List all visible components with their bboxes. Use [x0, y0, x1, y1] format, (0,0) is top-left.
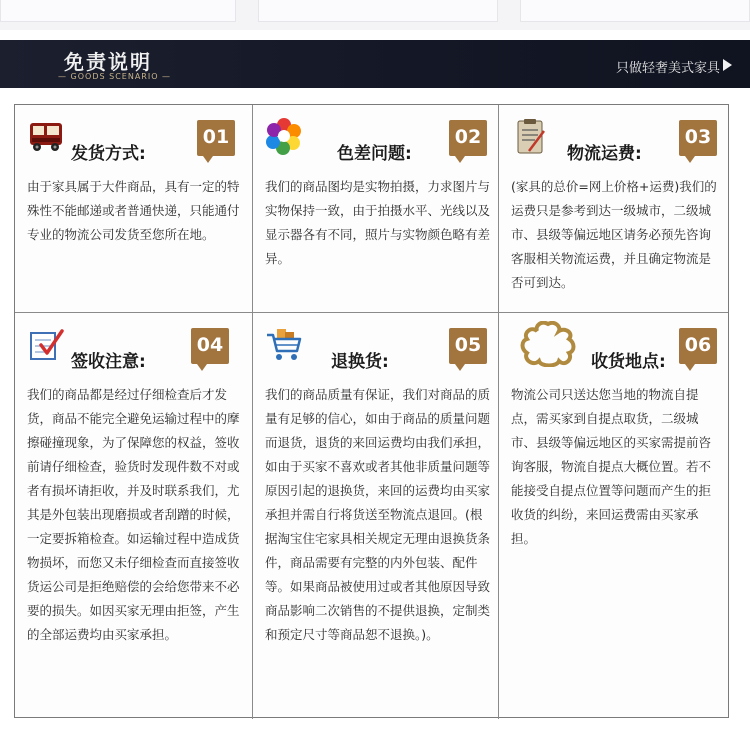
card-freight [499, 105, 728, 313]
card-returns [253, 313, 499, 719]
play-arrow-icon[interactable] [723, 59, 732, 71]
card-number-badge: 02 [449, 120, 487, 156]
card-body: 我们的商品质量有保证，我们对商品的质量有足够的信心，如由于商品的质量问题而退货，退货的来回运费均由我们承担，如由于买家不喜欢或者其他非质量问题等原因引起的退换货，来回的运费均由买家承担并需自行将货送至物流点退回。(根据淘宝住宅家具相关规定无理由退换货条件，商品需要有完整的内外包装、配件等。如果商品被使用过或者其他原因导致商品影响二次销售的不提供退换，定制类和预定尺寸等商品恕不退换。)。 [265, 387, 491, 642]
card-body: 我们的商品图均是实物拍摄，力求图片与实物保持一致，由于拍摄水平、光线以及显示器各有不同，照片与实物颜色略有差异。 [265, 179, 491, 266]
shopping-cart-icon [265, 325, 303, 363]
top-box [520, 0, 750, 22]
top-strip [0, 0, 750, 30]
card-body: 物流公司只送达您当地的物流自提点，需买家到自提点取货，二级城市、县级等偏远地区的买家需提前咨询客服，物流自提点大概位置。若不能接受自提点位置等问题而产生的拒收货的纠纷，来回运费需由买家承担。 [511, 387, 712, 546]
card-delivery-location [499, 313, 728, 719]
banner-subtitle: — GOODS SCENARIO — [58, 72, 172, 81]
card-body: 由于家具属于大件商品，具有一定的特殊性不能邮递或者普通快递，只能通付专业的物流公司发货至您所在地。 [27, 179, 240, 242]
clipboard-icon [511, 117, 549, 155]
top-box [258, 0, 498, 22]
card-title: 发货方式: [71, 144, 146, 164]
card-number-badge: 06 [679, 328, 717, 364]
card-title: 收货地点: [591, 352, 666, 372]
header-banner [0, 40, 750, 88]
card-number-badge: 05 [449, 328, 487, 364]
card-signing [15, 313, 253, 719]
card-color-difference [253, 105, 499, 313]
top-box [0, 0, 236, 22]
disclaimer-grid [14, 104, 729, 718]
card-number-badge: 04 [191, 328, 229, 364]
frame-icon [519, 321, 577, 367]
card-title: 退换货: [331, 352, 389, 372]
banner-link[interactable]: 只做轻奢美式家具 [615, 61, 720, 76]
card-title: 物流运费: [567, 144, 642, 164]
checklist-icon [27, 325, 65, 363]
card-number-badge: 03 [679, 120, 717, 156]
card-title: 色差问题: [337, 144, 412, 164]
truck-icon [27, 117, 65, 155]
card-body: 我们的商品都是经过仔细检查后才发货，商品不能完全避免运输过程中的摩擦碰撞现象，为了保障您的权益，签收前请仔细检查，验货时发现件数不对或者有损坏请拒收，并及时联系我们，尤其是外包装出现磨损或者刮蹭的时候，一定要拆箱检查。如运输过程中造成货物损坏，而您又未仔细检查而直接签收货运公司是拒绝赔偿的会给您带来不必要的损失。如因买家无理由拒签，产生的全部运费均由买家承担。 [27, 387, 240, 642]
color-wheel-icon [265, 117, 303, 155]
card-body: (家具的总价=网上价格+运费)我们的运费只是参考到达一级城市，二级城市、县级等偏远地区请务必预先咨询客服相关物流运费，并且确定物流是否可到达。 [511, 179, 717, 290]
card-number-badge: 01 [197, 120, 235, 156]
card-title: 签收注意: [71, 352, 146, 372]
banner-title: 免责说明 [64, 50, 152, 74]
card-shipping [15, 105, 253, 313]
